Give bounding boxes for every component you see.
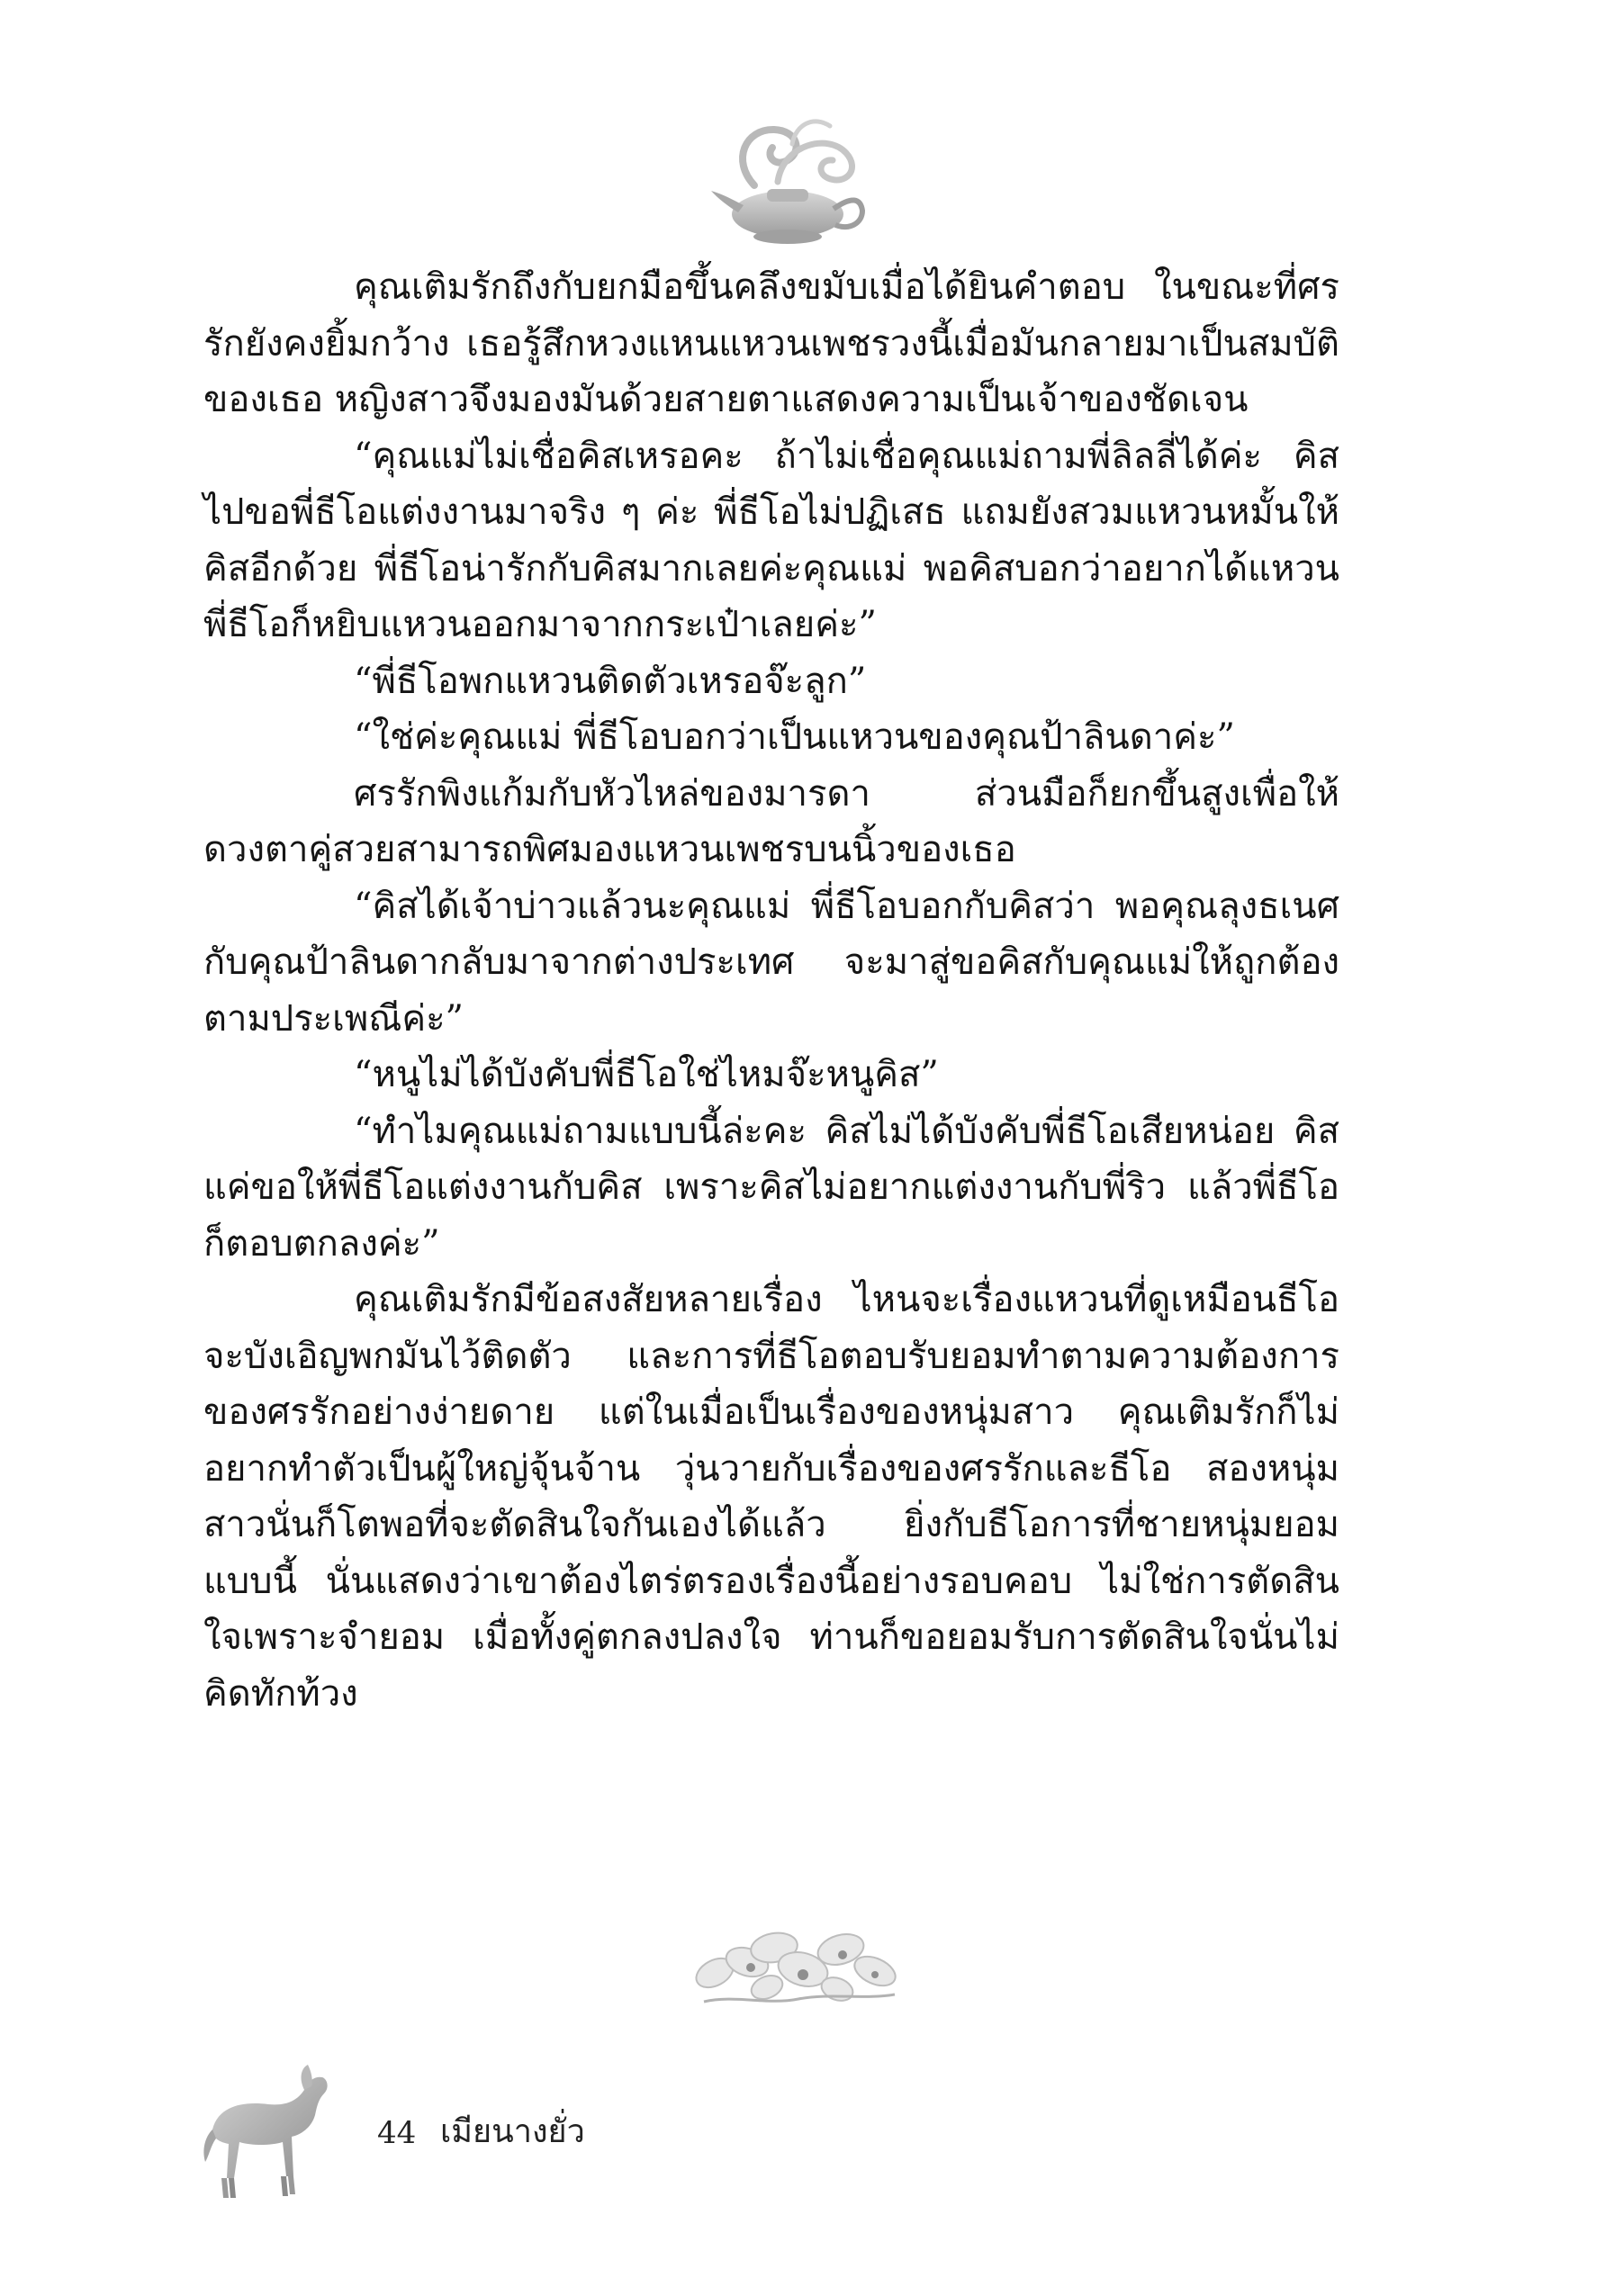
page-number: 44 [377,2115,417,2151]
article-text [203,259,1339,1722]
paragraph: “ทำไมคุณแม่ถามแบบนี้ล่ะคะ คิสไม่ได้บังคับพี่ธีโอเสียหน่อย คิสแค่ขอให้พี่ธีโอแต่งงานกับคิส เพราะคิสไม่อยากแต่งงานกับพี่ริว แล้วพี่ธีโอก็ตอบตกลงค่ะ” [203,1110,1339,1265]
paragraph: “ใช่ค่ะคุณแม่ พี่ธีโอบอกว่าเป็นแหวนของคุณป้าลินดาค่ะ” [354,716,1235,758]
page-footer [193,2063,643,2211]
paragraph: ศรรักพิงแก้มกับหัวไหล่ของมารดา ส่วนมือก็ยกขึ้นสูงเพื่อให้ดวงตาคู่สวยสามารถพิศมองแหวนเพชรบนนิ้วของเธอ [203,772,1339,870]
paragraph: “คิสได้เจ้าบ่าวแล้วนะคุณแม่ พี่ธีโอบอกกับคิสว่า พอคุณลุงธเนศกับคุณป้าลินดากลับมาจากต่างประเทศ จะมาสู่ขอคิสกับคุณแม่ให้ถูกต้องตามประเพณีค่ะ” [203,885,1339,1040]
paragraph: “พี่ธีโอพกแหวนติดตัวเหรอจ๊ะลูก” [354,660,867,702]
paragraph: คุณเติมรักถึงกับยกมือขึ้นคลึงขมับเมื่อได้ยินคำตอบ ในขณะที่ศรรักยังคงยิ้มกว้าง เธอรู้สึกหวงแหนแหวนเพชรวงนี้เมื่อมันกลายมาเป็นสมบัติของเธอ หญิงสาวจึงมองมันด้วยสายตาแสดงความเป็นเจ้าของชัดเจน [203,266,1339,420]
book-title: เมียนางยั่ว [440,2113,585,2150]
lamp-swirl-icon [702,106,873,259]
paragraph: คุณเติมรักมีข้อสงสัยหลายเรื่อง ไหนจะเรื่องแหวนที่ดูเหมือนธีโอจะบังเอิญพกมันไว้ติดตัว และการที่ธีโอตอบรับยอมทำตามความต้องการของศรรักอย่างง่ายดาย แต่ในเมื่อเป็นเรื่องของหนุ่มสาว คุณเติมรักก็ไม่อยากทำตัวเป็นผู้ใหญ่จุ้นจ้าน วุ่นวายกับเรื่องของศรรักและธีโอ สองหนุ่มสาวนั่นก็โตพอที่จะตัดสินใจกันเองได้แล้ว ยิ่งกับธีโอการที่ชายหนุ่มยอมแบบนี้ นั่นแสดงว่าเขาต้องไตร่ตรองเรื่องนี้อย่างรอบคอบ ไม่ใช่การตัดสินใจเพราะจำยอม เมื่อทั้งคู่ตกลงปลงใจ ท่านก็ขอยอมรับการตัดสินใจนั่นไม่คิดทักท้วง [203,1279,1339,1715]
paragraph: “คุณแม่ไม่เชื่อคิสเหรอคะ ถ้าไม่เชื่อคุณแม่ถามพี่ลิลลี่ได้ค่ะ คิสไปขอพี่ธีโอแต่งงานมาจริง ๆ ค่ะ พี่ธีโอไม่ปฏิเสธ แถมยังสวมแหวนหมั้นให้คิสอีกด้วย พี่ธีโอน่ารักกับคิสมากเลยค่ะคุณแม่ พอคิสบอกว่าอยากได้แหวน พี่ธีโอก็หยิบแหวนออกมาจากกระเป๋าเลยค่ะ” [203,435,1339,645]
orchid-flowers-icon [668,1913,929,2026]
paragraph: “หนูไม่ได้บังคับพี่ธีโอใช่ไหมจ๊ะหนูคิส” [354,1054,939,1095]
horse-icon [193,2063,332,2207]
